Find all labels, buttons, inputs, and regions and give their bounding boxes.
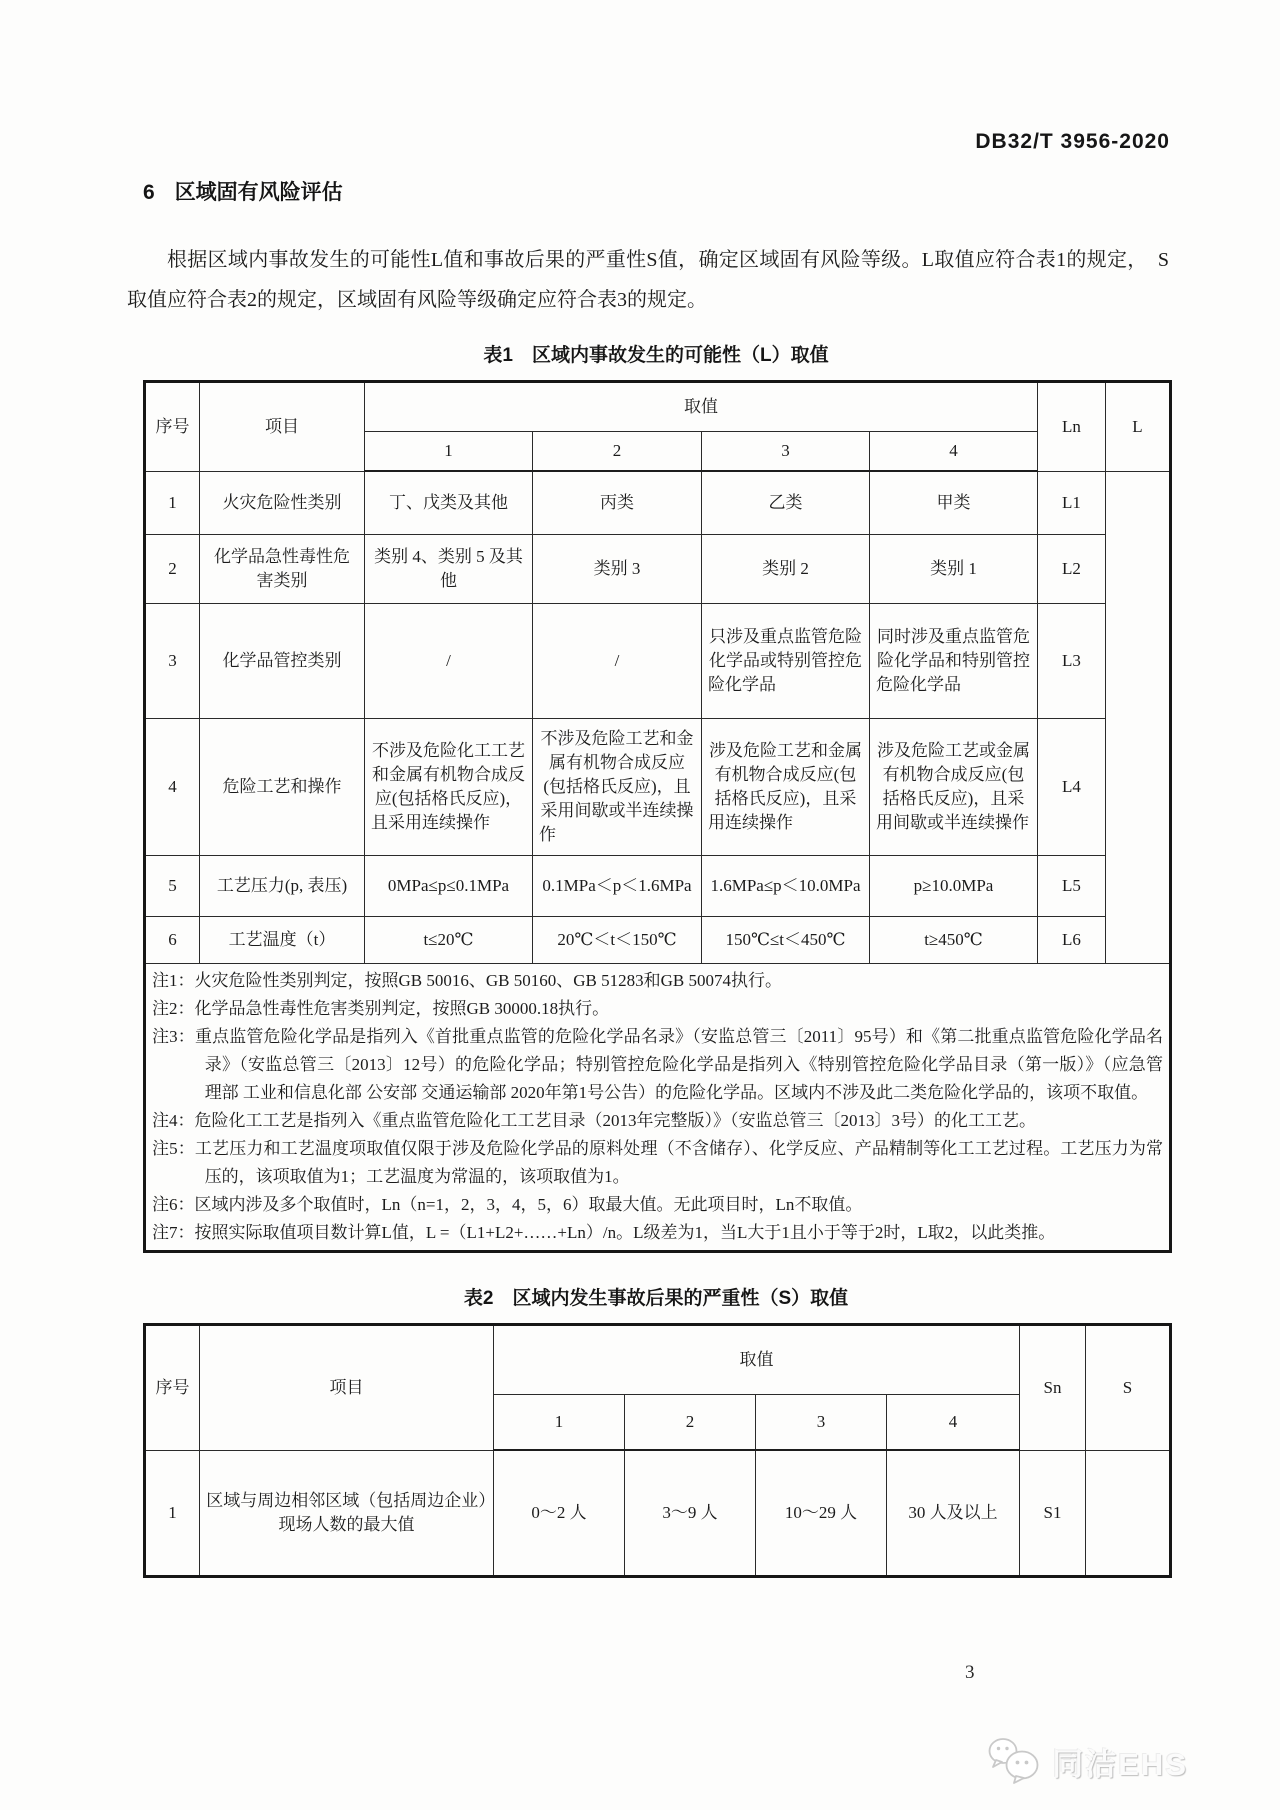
value-cell: 10～29 人 xyxy=(756,1450,887,1577)
value-cell: 涉及危险工艺或金属有机物合成反应(包括格氏反应)，且采用间歇或半连续操作 xyxy=(870,719,1038,856)
t1-subcol: 3 xyxy=(702,432,870,472)
value-cell: 丙类 xyxy=(533,471,702,535)
value-cell: p≥10.0MPa xyxy=(870,856,1038,917)
value-cell: 1.6MPa≤p＜10.0MPa xyxy=(702,856,870,917)
note-text: 重点监管危险化学品是指列入《首批重点监管的危险化学品名录》（安监总管三〔2011〕95号）和《第二批重点监管危险化学品名录》（安监总管三〔2013〕12号）的危险化学品；特别管控危险化学品是指列入《特别管控危险化学品目录（第一版）》（应急管理部 工业和信息化部 公安部 交通运输部 2020年第1号公告）的危险化学品。区域内不涉及此二类危险化学品的，该项不取值。 xyxy=(194,1027,1163,1102)
table-row xyxy=(145,719,1171,856)
note-text: 化学品急性毒性危害类别判定，按照GB 30000.18执行。 xyxy=(194,999,610,1018)
t1-col-item: 项目 xyxy=(200,382,365,472)
section-title: 区域固有风险评估 xyxy=(174,181,343,204)
watermark-text: 同洁EHS xyxy=(1052,1746,1188,1782)
t1-subcol: 4 xyxy=(870,432,1038,472)
item-cell: 化学品急性毒性危害类别 xyxy=(200,535,365,604)
table-row xyxy=(145,917,1171,964)
note-item xyxy=(152,1107,1163,1135)
item-cell: 化学品管控类别 xyxy=(200,604,365,719)
t2-col-sn: Sn xyxy=(1020,1325,1086,1451)
item-cell: 工艺压力(p, 表压) xyxy=(200,856,365,917)
note-text: 火灾危险性类别判定，按照GB 50016、GB 50160、GB 51283和GB 50074执行。 xyxy=(194,971,782,990)
value-cell: 0～2 人 xyxy=(494,1450,625,1577)
ln-cell: L4 xyxy=(1038,719,1106,856)
note-text: 区域内涉及多个取值时，Ln（n=1，2，3，4，5，6）取最大值。无此项目时，Ln不取值。 xyxy=(194,1195,863,1214)
value-cell: 类别 3 xyxy=(533,535,702,604)
note-text: 工艺压力和工艺温度项取值仅限于涉及危险化学品的原料处理（不含储存）、化学反应、产品精制等化工工艺过程。工艺压力为常压的，该项取值为1；工艺温度为常温的，该项取值为1。 xyxy=(194,1139,1164,1186)
note-label: 注3： xyxy=(152,1027,195,1046)
table-row xyxy=(145,471,1171,535)
table1 xyxy=(143,380,1172,1253)
table-row xyxy=(145,604,1171,719)
item-cell: 危险工艺和操作 xyxy=(200,719,365,856)
value-cell: 类别 4、类别 5 及其他 xyxy=(365,535,533,604)
seq-cell: 4 xyxy=(145,719,200,856)
t2-col-s: S xyxy=(1086,1325,1171,1451)
value-cell: 同时涉及重点监管危险化学品和特别管控危险化学品 xyxy=(870,604,1038,719)
t1-notes-cell xyxy=(145,964,1171,1252)
t1-col-seq: 序号 xyxy=(145,382,200,472)
page-number: 3 xyxy=(965,1662,975,1683)
note-item xyxy=(152,1191,1163,1219)
table2-caption: 表2 区域内发生事故后果的严重性（S）取值 xyxy=(463,1288,849,1309)
table-row xyxy=(145,535,1171,604)
t1-col-value: 取值 xyxy=(365,382,1038,432)
note-label: 注2： xyxy=(152,999,195,1018)
table2 xyxy=(143,1323,1172,1578)
ln-cell: L5 xyxy=(1038,856,1106,917)
ln-cell: L2 xyxy=(1038,535,1106,604)
ln-cell: L1 xyxy=(1038,471,1106,535)
value-cell: 甲类 xyxy=(870,471,1038,535)
seq-cell: 2 xyxy=(145,535,200,604)
page-content xyxy=(127,176,1169,1578)
seq-cell: 6 xyxy=(145,917,200,964)
note-label: 注5： xyxy=(152,1139,195,1158)
t2-subcol: 2 xyxy=(625,1395,756,1451)
value-cell: / xyxy=(533,604,702,719)
watermark xyxy=(986,1736,1188,1786)
value-cell: 丁、戊类及其他 xyxy=(365,471,533,535)
note-label: 注1： xyxy=(152,971,195,990)
note-item xyxy=(152,1023,1163,1107)
item-cell: 区域与周边相邻区域（包括周边企业）现场人数的最大值 xyxy=(200,1450,494,1577)
section-heading xyxy=(143,176,1169,206)
value-cell: 3～9 人 xyxy=(625,1450,756,1577)
t1-l-value-cell xyxy=(1106,471,1171,964)
value-cell: 乙类 xyxy=(702,471,870,535)
t2-subcol: 3 xyxy=(756,1395,887,1451)
item-cell: 工艺温度（t） xyxy=(200,917,365,964)
note-item xyxy=(152,1219,1163,1247)
sn-cell: S1 xyxy=(1020,1450,1086,1577)
note-item xyxy=(152,1135,1163,1191)
value-cell: 0.1MPa＜p＜1.6MPa xyxy=(533,856,702,917)
value-cell: t≥450℃ xyxy=(870,917,1038,964)
t2-col-value: 取值 xyxy=(494,1325,1020,1395)
t2-col-item: 项目 xyxy=(200,1325,494,1451)
seq-cell: 1 xyxy=(145,471,200,535)
wechat-icon xyxy=(986,1736,1044,1786)
value-cell: 类别 1 xyxy=(870,535,1038,604)
t1-subcol: 2 xyxy=(533,432,702,472)
doc-number: DB32/T 3956-2020 xyxy=(975,130,1170,153)
value-cell: 20℃＜t＜150℃ xyxy=(533,917,702,964)
note-item xyxy=(152,995,1163,1023)
t1-col-l: L xyxy=(1106,382,1171,472)
value-cell: 不涉及危险化工工艺和金属有机物合成反应(包括格氏反应)，且采用连续操作 xyxy=(365,719,533,856)
item-cell: 火灾危险性类别 xyxy=(200,471,365,535)
table-row xyxy=(145,856,1171,917)
seq-cell: 3 xyxy=(145,604,200,719)
t1-subcol: 1 xyxy=(365,432,533,472)
ln-cell: L3 xyxy=(1038,604,1106,719)
t2-subcol: 1 xyxy=(494,1395,625,1451)
value-cell: 30 人及以上 xyxy=(887,1450,1020,1577)
note-label: 注7： xyxy=(152,1223,195,1242)
value-cell: 不涉及危险工艺和金属有机物合成反应(包括格氏反应)，且采用间歇或半连续操作 xyxy=(533,719,702,856)
t2-subcol: 4 xyxy=(887,1395,1020,1451)
value-cell: t≤20℃ xyxy=(365,917,533,964)
ln-cell: L6 xyxy=(1038,917,1106,964)
note-label: 注6： xyxy=(152,1195,195,1214)
t1-header-row xyxy=(145,382,1171,432)
t2-header-row xyxy=(145,1325,1171,1395)
note-item xyxy=(152,967,1163,995)
t1-col-ln: Ln xyxy=(1038,382,1106,472)
value-cell: 只涉及重点监管危险化学品或特别管控危险化学品 xyxy=(702,604,870,719)
note-text: 危险化工工艺是指列入《重点监管危险化工工艺目录（2013年完整版）》（安监总管三〔2013〕3号）的化工工艺。 xyxy=(194,1111,1036,1130)
table1-caption: 表1 区域内事故发生的可能性（L）取值 xyxy=(483,345,829,366)
note-text: 按照实际取值项目数计算L值，L =（L1+L2+……+Ln）/n。L级差为1，当L大于1且小于等于2时，L取2，以此类推。 xyxy=(194,1223,1056,1242)
t2-s-value-cell xyxy=(1086,1450,1171,1577)
t2-col-seq: 序号 xyxy=(145,1325,200,1451)
value-cell: / xyxy=(365,604,533,719)
value-cell: 150℃≤t＜450℃ xyxy=(702,917,870,964)
seq-cell: 1 xyxy=(145,1450,200,1577)
table-row xyxy=(145,1450,1171,1577)
value-cell: 0MPa≤p≤0.1MPa xyxy=(365,856,533,917)
t1-notes-row xyxy=(145,964,1171,1252)
value-cell: 涉及危险工艺和金属有机物合成反应(包括格氏反应)，且采用连续操作 xyxy=(702,719,870,856)
seq-cell: 5 xyxy=(145,856,200,917)
intro-paragraph: 根据区域内事故发生的可能性L值和事故后果的严重性S值，确定区域固有风险等级。L取值应符合表1的规定， S取值应符合表2的规定，区域固有风险等级确定应符合表3的规定。 xyxy=(127,249,1169,311)
value-cell: 类别 2 xyxy=(702,535,870,604)
note-label: 注4： xyxy=(152,1111,195,1130)
section-number: 6 xyxy=(143,181,155,204)
